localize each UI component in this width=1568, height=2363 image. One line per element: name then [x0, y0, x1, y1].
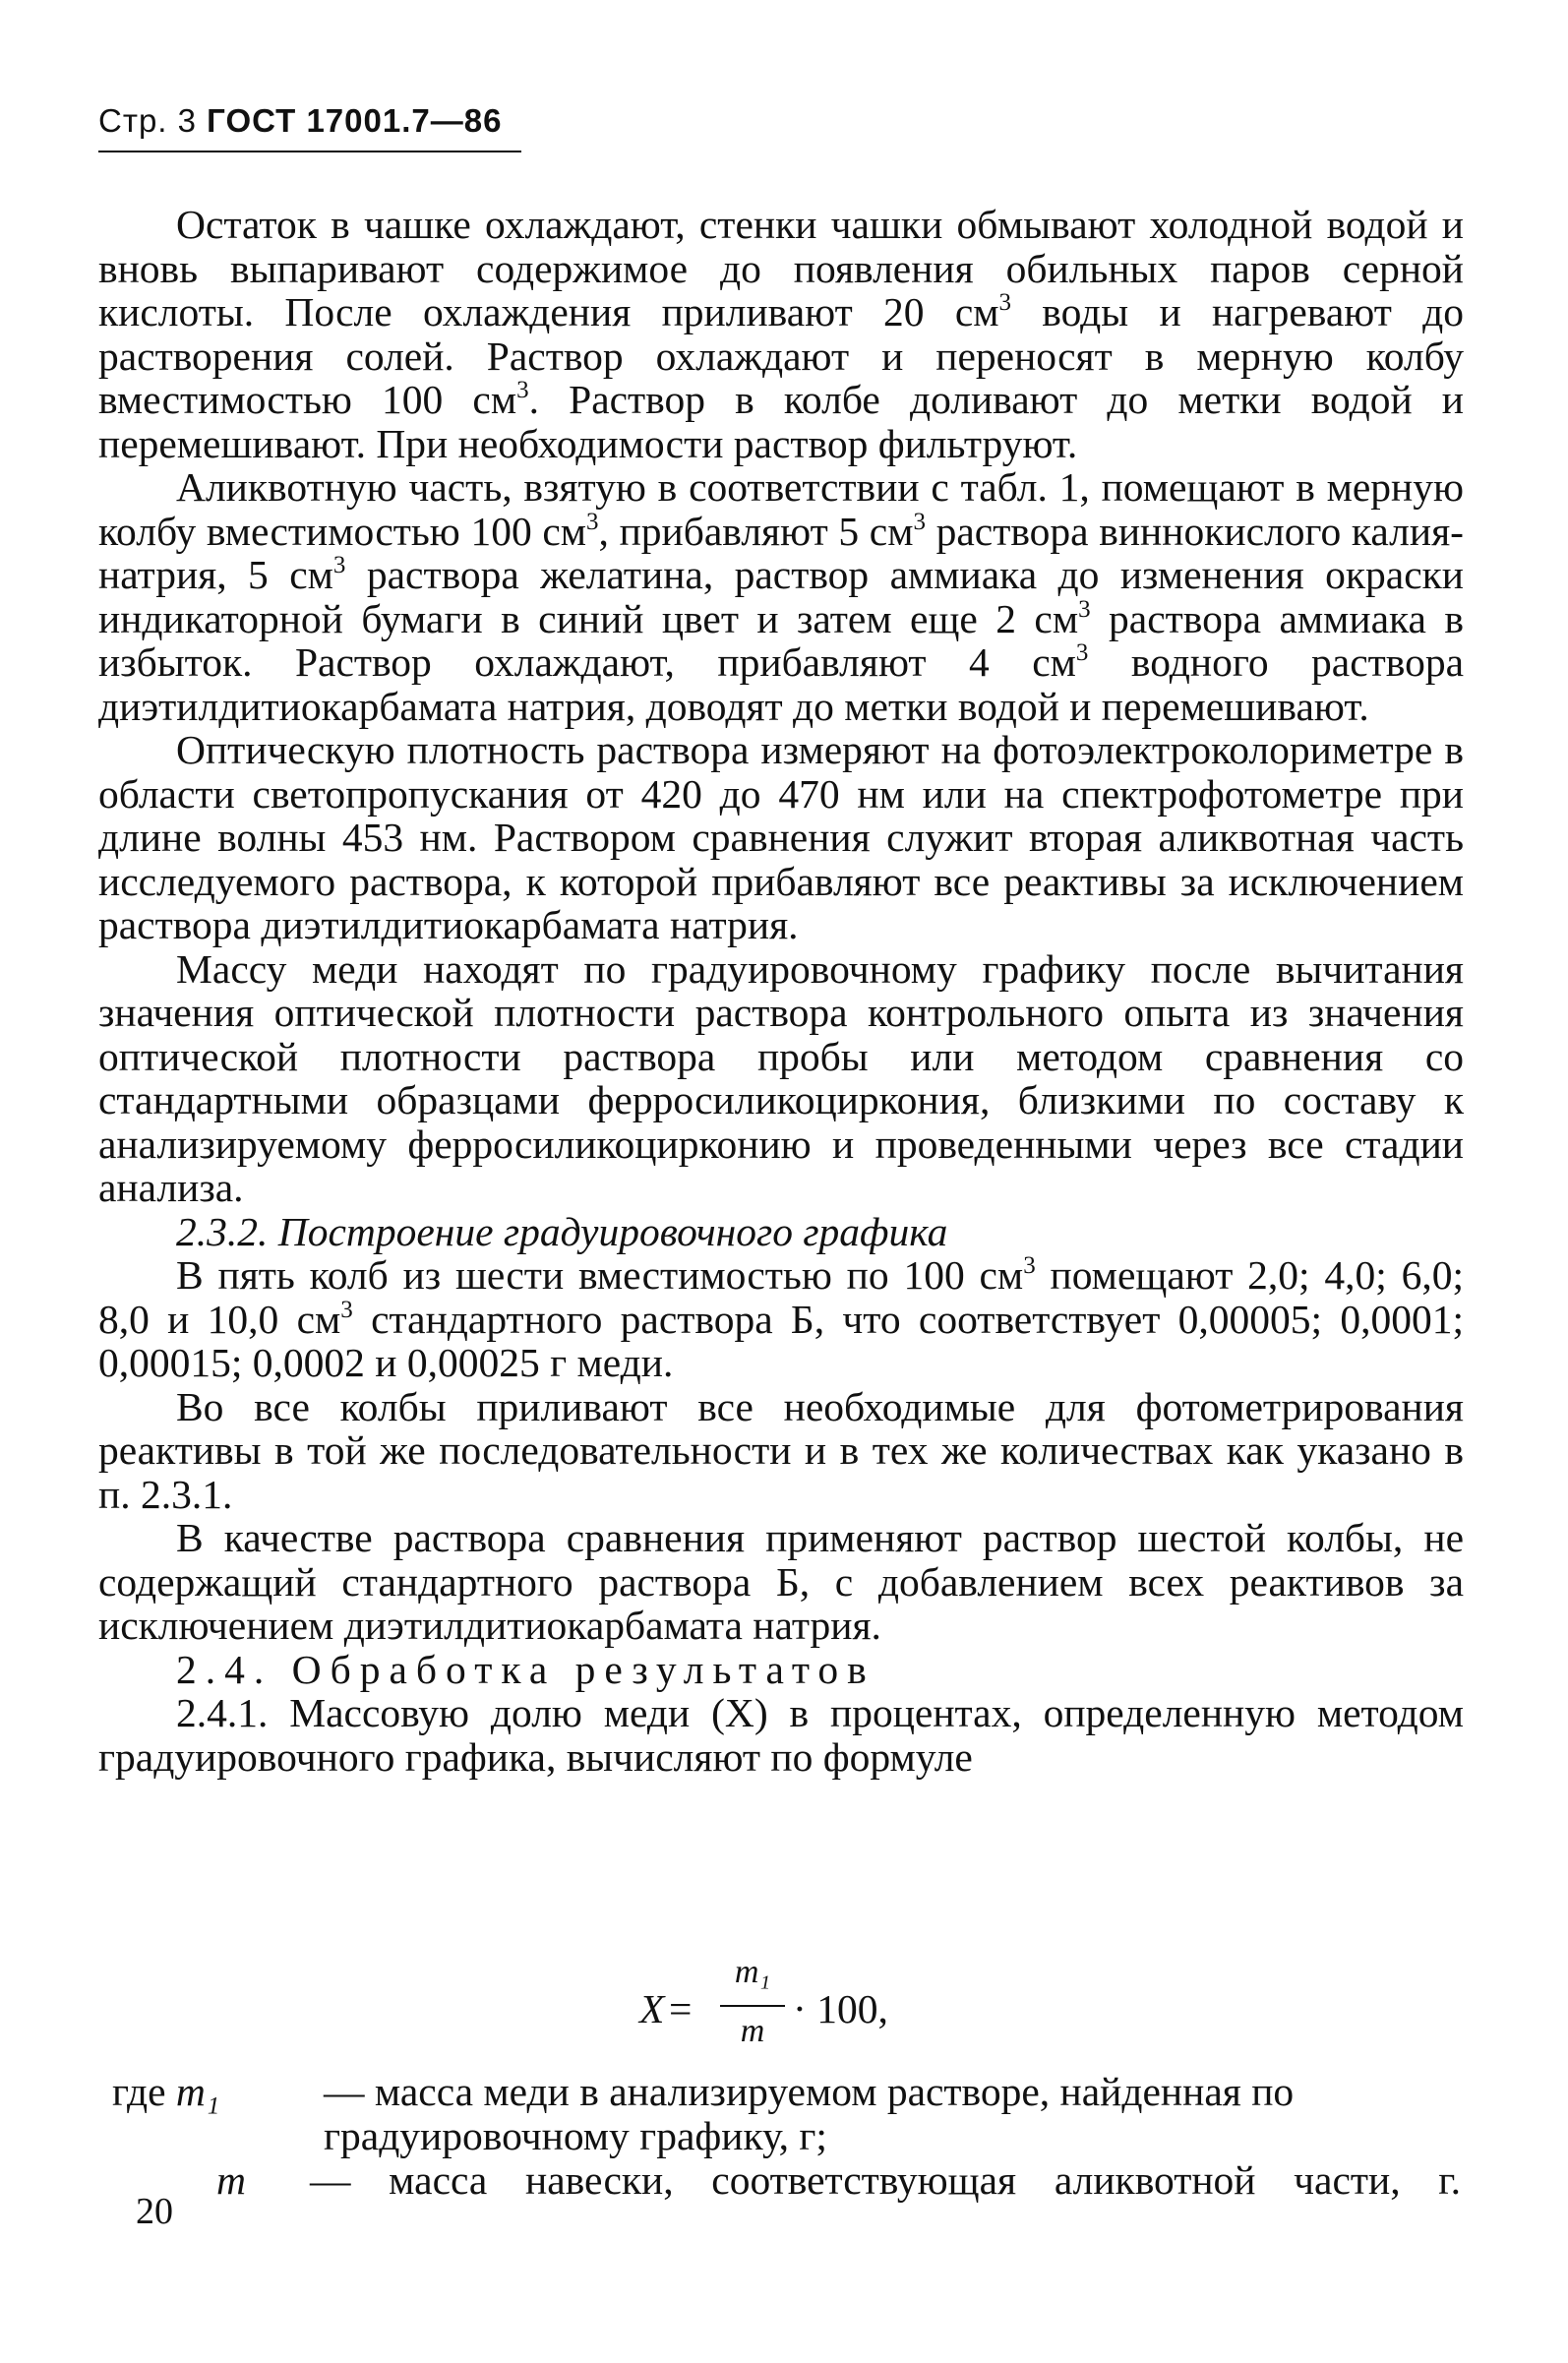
definition-m1-text: — масса меди в анализируемом растворе, найденная по: [324, 2069, 1295, 2114]
paragraph-flasks: В пять колб из шести вместимостью по 100 $см^3$ помещают 2,0; 4,0; 6,0; 8,0 и 10,0 $см^3$ стандартного раствора Б, что соответствует 0,00005; 0,0001; 0,00015; 0,0002 и 0,00025 г меди.: [98, 1252, 1465, 1385]
superscript-3: 3: [586, 508, 599, 535]
page-label: Стр. 3: [98, 102, 197, 139]
section-heading-2-3-2: 2.3.2. Построение градуировочного графика: [176, 1208, 948, 1254]
fraction-bar: [720, 2005, 785, 2007]
running-header: [98, 102, 502, 140]
page-number: 20: [136, 2191, 173, 2232]
superscript-3: 3: [998, 289, 1011, 316]
superscript-3: 3: [1023, 1252, 1036, 1279]
definition-m1-continuation: градуировочному графику, г;: [324, 2113, 827, 2158]
superscript-3: 3: [913, 508, 926, 535]
symbol-m: m: [216, 2157, 246, 2203]
paragraph-optical-density: Оптическую плотность раствора измеряют на фотоэлектроколориметре в области светопропускания от 420 до 470 нм или на спектрофотометре при длине волны 453 нм. Раствором сравнения служит вторая аликвотная часть исследуемого раствора, к которой прибавляют все реактивы за исключением раствора диэтилдитиокарбамата натрия.: [98, 727, 1464, 947]
formula-denominator: m: [740, 2013, 765, 2049]
definition-lead: [112, 2070, 219, 2114]
superscript-3: 3: [332, 552, 346, 578]
definition-m-text: — масса навески, соответствующая аликвотной части, г.: [310, 2157, 1461, 2203]
standard-code: ГОСТ 17001.7—86: [207, 102, 503, 139]
paragraph-copper-mass: Массу меди находят по градуировочному графику после вычитания значения оптической плотности раствора контрольного опыта из значения оптической плотности раствора пробы или методом сравнения со стандартными образцами ферросиликоциркония, близкими по составу к анализируемому ферросиликоцирконию и проведенными через все стадии анализа.: [98, 945, 1464, 1210]
formula-lhs: X: [639, 1986, 665, 2031]
where-word: где: [112, 2069, 166, 2114]
superscript-3: 3: [1078, 595, 1091, 623]
paragraph-reference-solution: В качестве раствора сравнения применяют раствор шестой колбы, не содержащий стандартного раствора Б, с добавлением всех реактивов за исключением диэтилдитиокарбамата натрия.: [98, 1515, 1464, 1648]
body-text: [98, 203, 1464, 1779]
paragraph-formula-intro: 2.4.1. Массовую долю меди (X) в процентах, определенную методом градуировочного графика, вычисляют по формуле: [98, 1690, 1464, 1780]
section-heading-2-4: 2.4. Обработка результатов: [176, 1646, 875, 1692]
formula-numerator: m₁: [734, 1954, 771, 1990]
formula-multiplier: · 100,: [793, 1986, 888, 2031]
superscript-3: 3: [1075, 639, 1089, 666]
paragraph-residue: Остаток в чашке охлаждают, стенки чашки обмывают холодной водой и вновь выпаривают содержимое до появления обильных паров серной кислоты. После охлаждения приливают 20 $см^3$ воды и нагревают до растворения солей. Раствор охлаждают и переносят в мерную колбу вместимостью 100 $см^3$. Раствор в колбе доливают до метки водой и перемешивают. При необходимости раствор фильтруют.: [98, 202, 1464, 466]
symbol-m1: m₁: [175, 2069, 220, 2114]
superscript-3: 3: [516, 377, 529, 403]
superscript-3: 3: [340, 1296, 353, 1323]
mass-fraction-formula: [630, 1954, 1023, 2062]
paragraph-aliquot: Аликвотную часть, взятую в соответствии с табл. 1, помещают в мерную колбу вместимостью 100 $см^3$, прибавляют 5 $см^3$ раствора виннокислого калия-натрия, 5 $см^3$ раствора желатина, раствор аммиака до изменения окраски индикаторной бумаги в синий цвет и затем еще 2 $см^3$ раствора аммиака в избыток. Раствор охлаждают, прибавляют 4 $см^3$ водного раствора диэтилдитиокарбамата натрия, доводят до метки водой и перемешивают.: [98, 464, 1465, 729]
formula-equals: =: [669, 1986, 693, 2031]
paragraph-reagents: Во все колбы приливают все необходимые для фотометрирования реактивы в той же последовательности и в тех же количествах как указано в п. 2.3.1.: [98, 1383, 1464, 1517]
header-rule: [98, 151, 521, 152]
